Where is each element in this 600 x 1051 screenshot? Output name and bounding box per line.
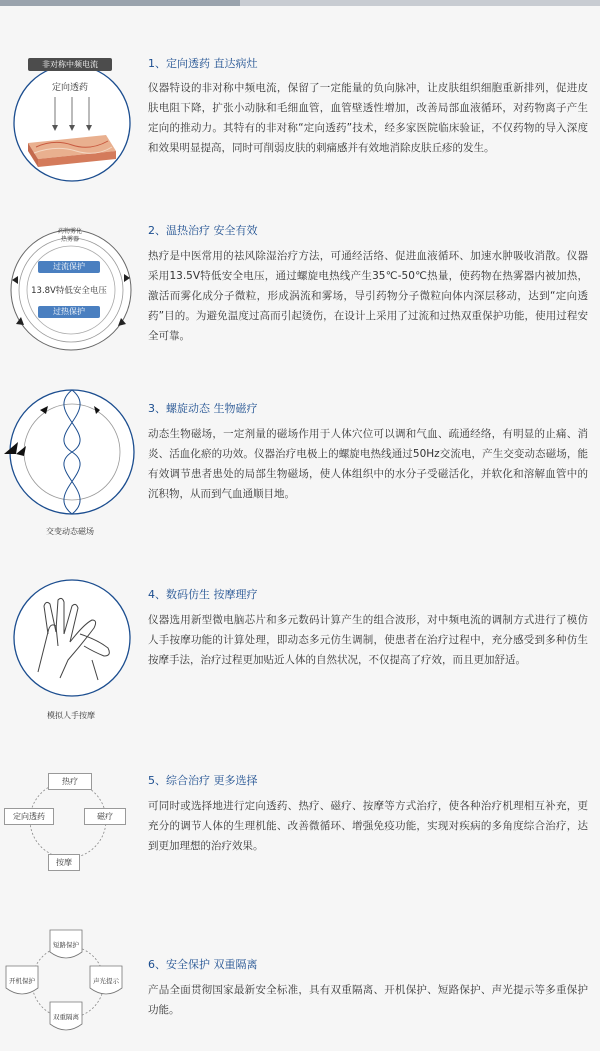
section-2-text: 热疗是中医常用的祛风除湿治疗方法，可通经活络、促进血液循环、加速水肿吸收消散。仪器采用13.5V特低安全电压，通过螺旋电热线产生35℃-50℃热量，使药物在热雾器内被加热，激活而雾化成分子微粒，形成涡流和雾场，导引药物分子微粒向体内深层移动，达到“定向透药”目的。为避免温度过高而引起烫伤，在设计上采用了过流和过热双重保护功能，使用过程安全可靠。 <box>148 250 588 342</box>
double-isolation-shield: 双重隔离 <box>53 1013 79 1021</box>
heat-fogger-label: 热雾器 <box>60 236 79 243</box>
section-4-title: 4、数码仿生 按摩理疗 <box>148 588 258 601</box>
directional-drug-icon <box>10 55 140 185</box>
top-banner-strip <box>0 0 600 6</box>
simulated-massage-caption: 模拟人手按摩 <box>47 711 95 720</box>
section-5-text: 可同时或选择地进行定向透药、热疗、磁疗、按摩等方式治疗，使各种治疗机理相互补充，更充分的调节人体的生理机能、改善微循环、增强免疫功能，实现对疾病的多角度综合治疗，达到更加理想的治疗效果。 <box>148 800 588 852</box>
magnetic-field-icon <box>4 384 140 520</box>
section-3-text: 动态生物磁场，一定剂量的磁场作用于人体穴位可以调和气血、疏通经络，有明显的止痛、消炎、活血化瘀的功效。仪器治疗电极上的螺旋电热线通过50Hz交流电，产生交变动态磁场，能有效调节患者患处的局部生物磁场，使人体组织中的水分子受磁活化，并软化和溶解血管中的沉积物，从而到气血通顺目地。 <box>148 428 588 500</box>
section-1-title: 1、定向透药 直达病灶 <box>148 57 258 70</box>
directional-drug-box: 定向透药 <box>4 808 54 825</box>
section-4-text: 仪器选用新型微电脑芯片和多元数码计算产生的组合波形，对中频电流的调制方式进行了模仿人手按摩功能的计算处理，即动态多元仿生调制，使患者在治疗过程中，充分感受到多种仿生按摩手法，治疗过程更加贴近人体的自然状况，不仅提高了疗效，而且更加舒适。 <box>148 614 588 666</box>
section-5-title: 5、综合治疗 更多选择 <box>148 774 258 787</box>
overcurrent-protection-pill: 过流保护 <box>38 261 100 273</box>
overheat-protection-pill: 过热保护 <box>38 306 100 318</box>
section-3-title: 3、螺旋动态 生物磁疗 <box>148 402 258 415</box>
hand-massage-icon <box>8 574 138 704</box>
power-on-shield: 开机保护 <box>9 977 35 985</box>
section-2-title: 2、温热治疗 安全有效 <box>148 224 258 237</box>
alternating-field-caption: 交变动态磁场 <box>46 527 94 536</box>
short-circuit-shield: 短路保护 <box>53 941 79 949</box>
top-banner-accent <box>0 0 240 6</box>
directional-drug-label: 定向透药 <box>51 83 88 93</box>
drug-atomize-label: 药物雾化 <box>57 228 82 235</box>
section-1-text: 仪器特设的非对称中频电流，保留了一定能量的负向脉冲，让皮肤组织细胞重新排列，促进皮肤电阻下降，扩张小动脉和毛细血管，血管壁透性增加，改善局部血液循环，对药物离子产生定向的推动力。其特有的非对称“定向透药”技术，经多家医院临床验证，不仅药物的导入深度和效果明显提高，同时可削弱皮肤的刺痛感并有效地消除皮肤丘疹的发生。 <box>148 82 588 154</box>
massage-box: 按摩 <box>48 854 80 871</box>
magnetic-therapy-box: 磁疗 <box>84 808 126 825</box>
section-6-title: 6、安全保护 双重隔离 <box>148 958 258 971</box>
asymmetric-current-tag: 非对称中频电流 <box>28 58 112 71</box>
heat-therapy-box: 热疗 <box>48 773 92 790</box>
safety-voltage-label: 13.8V特低安全电压 <box>31 286 107 296</box>
sound-light-shield: 声光提示 <box>93 977 119 985</box>
section-6-text: 产品全面贯彻国家最新安全标准，具有双重隔离、开机保护、短路保护、声光提示等多重保护功能。 <box>148 984 588 1016</box>
